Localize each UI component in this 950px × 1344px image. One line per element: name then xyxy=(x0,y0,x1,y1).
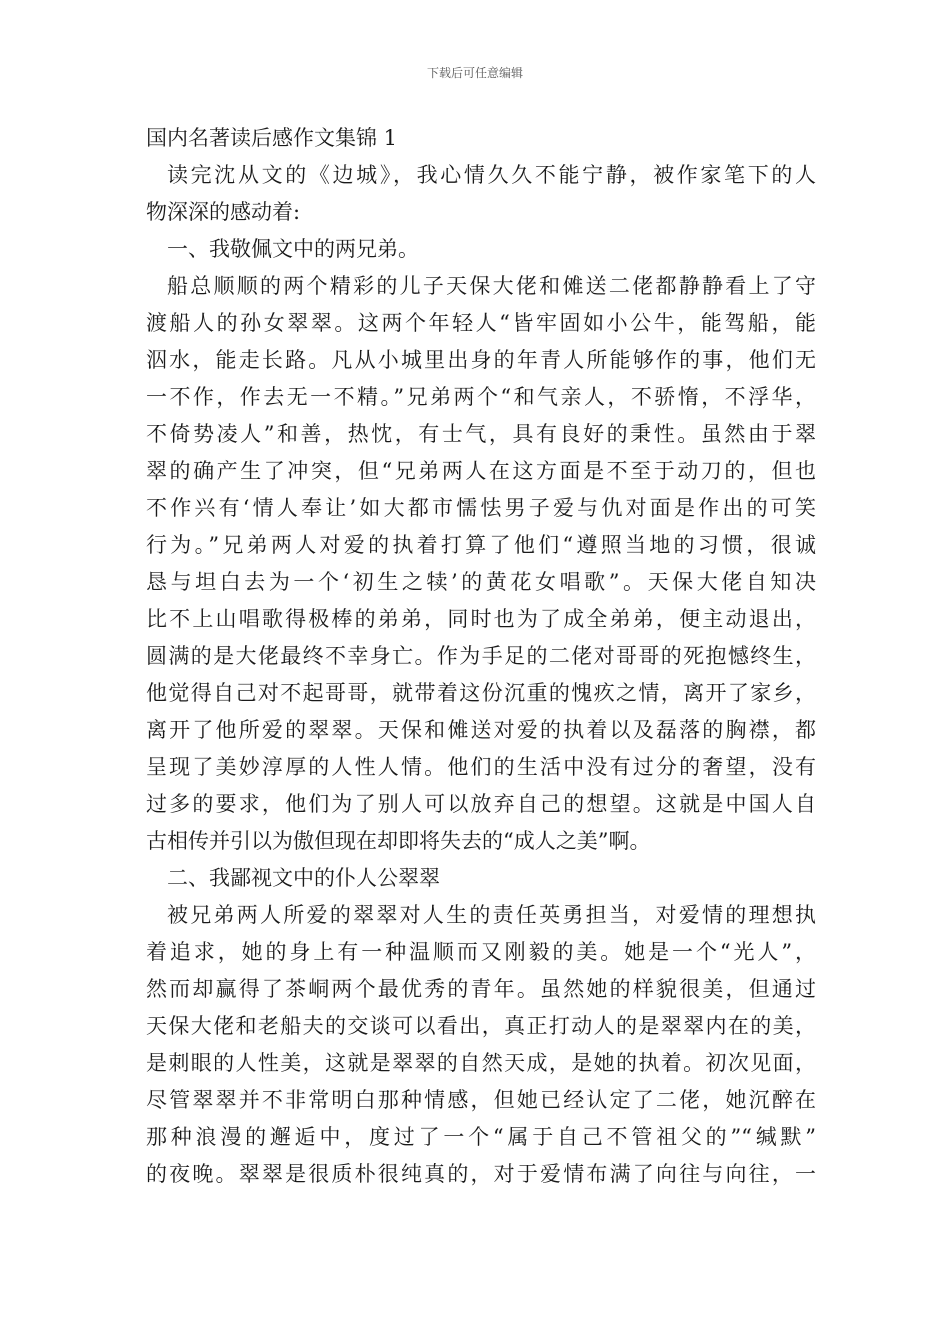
paragraph-line: 是刺眼的人性美，这就是翠翠的自然天成，是她的执着。初次见面， xyxy=(146,1051,816,1075)
paragraph-line: 古相传并引以为傲但现在却即将失去的“成人之美”啊。 xyxy=(146,829,651,853)
paragraph-line: 着追求，她的身上有一种温顺而又刚毅的美。她是一个“光人”， xyxy=(146,940,816,964)
paragraph-line: 过多的要求，他们为了别人可以放弃自己的想望。这就是中国人自 xyxy=(146,792,816,816)
paragraph-line: 一不作，作去无一不精。”兄弟两个“和气亲人，不骄惰，不浮华， xyxy=(146,385,816,409)
paragraph-line: 被兄弟两人所爱的翠翠对人生的责任英勇担当，对爱情的理想执 xyxy=(167,903,816,927)
paragraph-line: 他觉得自己对不起哥哥，就带着这份沉重的愧疚之情，离开了家乡， xyxy=(146,681,816,705)
paragraph-line: 读完沈从文的《边城》，我心情久久不能宁静，被作家笔下的人 xyxy=(167,163,816,187)
paragraph-line: 尽管翠翠并不非常明白那种情感，但她已经认定了二佬，她沉醉在 xyxy=(146,1088,816,1112)
paragraph-line: 泅水，能走长路。凡从小城里出身的年青人所能够作的事，他们无 xyxy=(146,348,816,372)
paragraph-line: 呈现了美妙淳厚的人性人情。他们的生活中没有过分的奢望，没有 xyxy=(146,755,816,779)
document-body xyxy=(146,120,816,1193)
paragraph-line: 那种浪漫的邂逅中，度过了一个“属于自己不管祖父的”“缄默” xyxy=(146,1125,816,1149)
paragraph-line: 不作兴有‘情人奉让’如大都市懦怯男子爱与仇对面是作出的可笑 xyxy=(146,496,816,520)
paragraph-line: 物深深的感动着: xyxy=(146,200,301,224)
paragraph-line: 渡船人的孙女翠翠。这两个年轻人“皆牢固如小公牛，能驾船，能 xyxy=(146,311,816,335)
paragraph-line: 圆满的是大佬最终不幸身亡。作为手足的二佬对哥哥的死抱憾终生， xyxy=(146,644,816,668)
paragraph-line: 的夜晚。翠翠是很质朴很纯真的，对于爱情布满了向往与向往，一 xyxy=(146,1162,816,1186)
paragraph-line: 比不上山唱歌得极棒的弟弟，同时也为了成全弟弟，便主动退出， xyxy=(146,607,816,631)
paragraph-line: 行为。”兄弟两人对爱的执着打算了他们“遵照当地的习惯，很诚 xyxy=(146,533,816,557)
page-header-note: 下载后可任意编辑 xyxy=(426,66,523,80)
paragraph-line: 天保大佬和老船夫的交谈可以看出，真正打动人的是翠翠内在的美， xyxy=(146,1014,816,1038)
paragraph-line: 离开了他所爱的翠翠。天保和傩送对爱的执着以及磊落的胸襟，都 xyxy=(146,718,816,742)
paragraph-line: 恳与坦白去为一个‘初生之犊’的黄花女唱歌”。天保大佬自知决 xyxy=(146,570,816,594)
paragraph-line: 然而却赢得了茶峒两个最优秀的青年。虽然她的样貌很美，但通过 xyxy=(146,977,816,1001)
paragraph-line: 船总顺顺的两个精彩的儿子天保大佬和傩送二佬都静静看上了守 xyxy=(167,274,816,298)
section-heading: 一、我敬佩文中的两兄弟。 xyxy=(167,237,419,261)
section-heading: 二、我鄙视文中的仆人公翠翠 xyxy=(167,866,440,890)
document-title: 国内名著读后感作文集锦 1 xyxy=(146,126,398,150)
paragraph-line: 不倚势凌人”和善，热忱，有士气，具有良好的秉性。虽然由于翠 xyxy=(146,422,816,446)
paragraph-line: 翠的确产生了冲突，但“兄弟两人在这方面是不至于动刀的，但也 xyxy=(146,459,816,483)
